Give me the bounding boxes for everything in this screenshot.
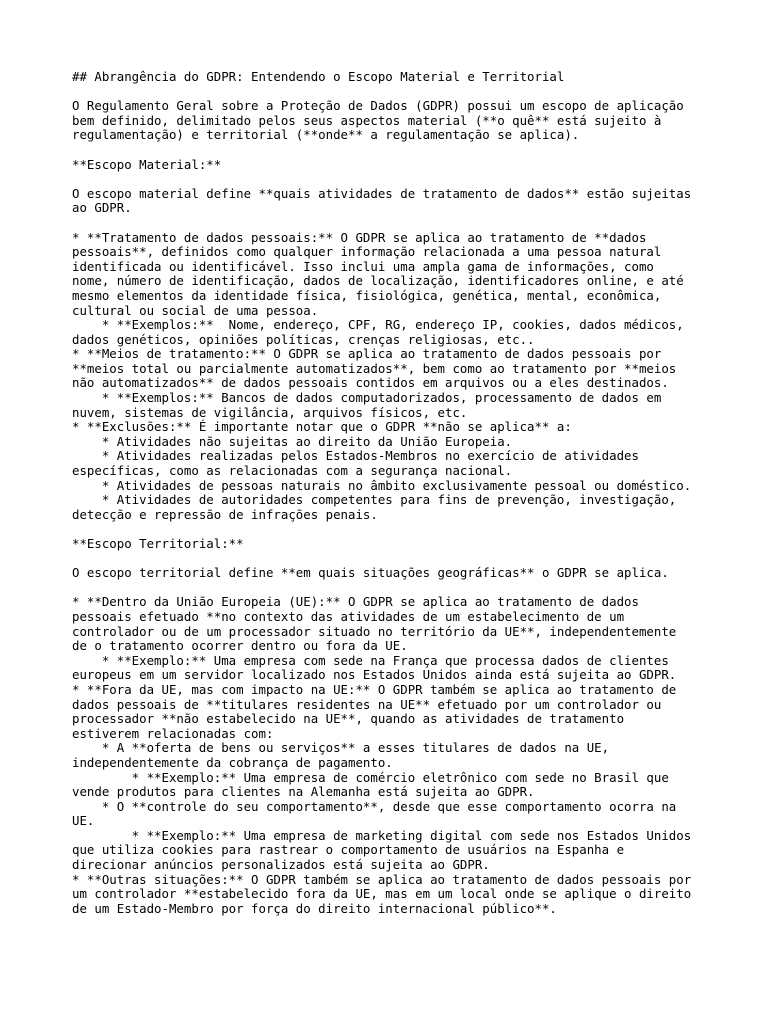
text-line: estiverem relacionadas com: <box>72 725 274 741</box>
blank-line <box>72 522 712 537</box>
text-line: * **Fora da UE, mas com impacto na UE:** O GDPR também se aplica ao tratamento de <box>72 681 677 697</box>
text-line: * **Dentro da União Europeia (UE):** O GDPR se aplica ao tratamento de dados <box>72 594 639 610</box>
text-line: pessoais efetuado **no contexto das atividades de um estabelecimento de um <box>72 608 625 624</box>
document-heading: ## Abrangência do GDPR: Entendendo o Escopo Material e Territorial <box>72 69 565 84</box>
text-line: vende produtos para clientes na Alemanha está sujeita ao GDPR. <box>72 784 535 800</box>
text-line: controlador ou de um processador situado no território da UE**, independentemente <box>72 623 677 639</box>
text-line: * **Meios de tratamento:** O GDPR se aplica ao tratamento de dados pessoais por <box>72 346 662 362</box>
text-line: dados pessoais de **titulares residentes na UE** efetuado por um controlador ou <box>72 696 662 712</box>
text-line: * **Exemplos:** Bancos de dados computadorizados, processamento de dados em <box>72 390 662 406</box>
text-line: um controlador **estabelecido fora da UE, mas em um local onde se aplique o direito <box>72 886 692 902</box>
text-line: **Escopo Material:** <box>72 156 222 172</box>
text-line: * Atividades realizadas pelos Estados-Membros no exercício de atividades <box>72 448 639 464</box>
text-line: nuvem, sistemas de vigilância, arquivos físicos, etc. <box>72 404 468 420</box>
text-line: processador **não estabelecido na UE**, quando as atividades de tratamento <box>72 711 625 727</box>
text-line: * O **controle do seu comportamento**, desde que esse comportamento ocorra na <box>72 798 677 814</box>
blank-line <box>72 143 712 158</box>
text-line: * **Exemplo:** Uma empresa de comércio eletrônico com sede no Brasil que <box>72 769 669 785</box>
text-line: * Atividades não sujeitas ao direito da União Europeia. <box>72 433 513 449</box>
text-line: independentemente da cobrança de pagamento. <box>72 754 393 770</box>
text-line: específicas, como as relacionadas com a segurança nacional. <box>72 463 513 479</box>
text-line: que utiliza cookies para rastrear o comportamento de usuários na Espanha e <box>72 842 625 858</box>
blank-line <box>72 552 712 567</box>
text-line: * **Tratamento de dados pessoais:** O GDPR se aplica ao tratamento de **dados <box>72 229 647 245</box>
text-line: identificada ou identificável. Isso inclui uma ampla gama de informações, como <box>72 258 654 274</box>
text-line: dados genéticos, opiniões políticas, crenças religiosas, etc.. <box>72 331 535 347</box>
blank-line <box>72 581 712 596</box>
text-line: ao GDPR. <box>72 200 132 216</box>
text-line: * Atividades de pessoas naturais no âmbito exclusivamente pessoal ou doméstico. <box>72 477 692 493</box>
text-line: * Atividades de autoridades competentes para fins de prevenção, investigação, <box>72 492 677 508</box>
text-line: * A **oferta de bens ou serviços** a esses titulares de dados na UE, <box>72 740 610 756</box>
text-line: O Regulamento Geral sobre a Proteção de Dados (GDPR) possui um escopo de aplicação <box>72 98 684 114</box>
text-line: * **Outras situações:** O GDPR também se aplica ao tratamento de dados pessoais por <box>72 871 692 887</box>
text-line: * **Exemplo:** Uma empresa com sede na França que processa dados de clientes <box>72 652 669 668</box>
document-page <box>72 70 712 916</box>
text-line: direcionar anúncios personalizados está sujeita ao GDPR. <box>72 857 490 873</box>
text-line: UE. <box>72 813 95 829</box>
text-line: cultural ou social de uma pessoa. <box>72 302 319 318</box>
text-line: nome, número de identificação, dados de localização, identificadores online, e até <box>72 273 684 289</box>
blank-line <box>72 172 712 187</box>
text-line: **Escopo Territorial:** <box>72 536 244 551</box>
text-line: bem definido, delimitado pelos seus aspectos material (**o quê** está sujeito à <box>72 112 662 128</box>
text-line: não automatizados** de dados pessoais contidos em arquivos ou a eles destinados. <box>72 375 669 391</box>
text-line: O escopo material define **quais atividades de tratamento de dados** estão sujeitas <box>72 185 692 201</box>
text-line: * **Exemplo:** Uma empresa de marketing digital com sede nos Estados Unidos <box>72 827 692 843</box>
text-line: de um Estado-Membro por força do direito internacional público**. <box>72 900 557 916</box>
text-line: * **Exemplos:** Nome, endereço, CPF, RG, endereço IP, cookies, dados médicos, <box>72 317 684 333</box>
blank-line <box>72 85 712 100</box>
text-line: pessoais**, definidos como qualquer informação relacionada a uma pessoa natural <box>72 244 662 260</box>
text-line: detecção e repressão de infrações penais. <box>72 506 378 522</box>
text-line: O escopo territorial define **em quais situações geográficas** o GDPR se aplica. <box>72 565 669 581</box>
text-line: regulamentação) e territorial (**onde** a regulamentação se aplica). <box>72 127 580 143</box>
text-line: de o tratamento ocorrer dentro ou fora da UE. <box>72 638 408 654</box>
text-line: **meios total ou parcialmente automatizados**, bem como ao tratamento por **meios <box>72 360 677 376</box>
text-line: europeus em um servidor localizado nos Estados Unidos ainda está sujeita ao GDPR. <box>72 667 677 683</box>
blank-line <box>72 216 712 231</box>
text-line: * **Exclusões:** É importante notar que o GDPR **não se aplica** a: <box>72 419 572 435</box>
text-line: mesmo elementos da identidade física, fisiológica, genética, mental, econômica, <box>72 287 662 303</box>
